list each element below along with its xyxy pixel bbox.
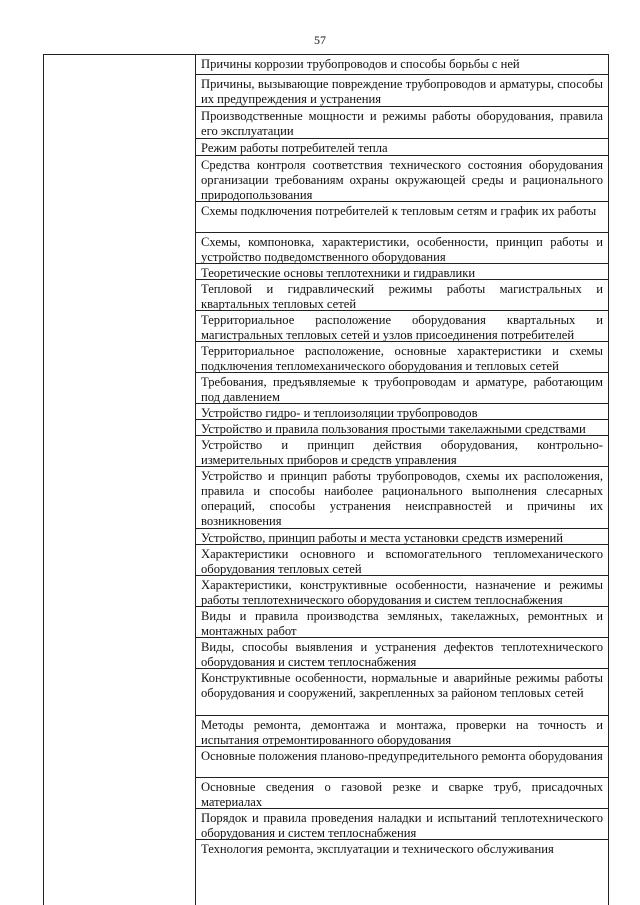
table-row: Конструктивные особенности, нормальные и аварийные режимы работы оборудования и сооружений, закрепленных за районом тепловых сетей [196, 669, 608, 716]
table-row: Устройство и принцип действия оборудования, контрольно-измерительных приборов и средств управления [196, 436, 608, 467]
table-row: Технология ремонта, эксплуатации и технического обслуживания [201, 842, 554, 856]
table-row: Требования, предъявляемые к трубопроводам и арматуре, работающим под давлением [196, 373, 608, 404]
table-row: Устройство гидро- и теплоизоляции трубопроводов [196, 404, 608, 420]
table-row: Виды и правила производства земляных, такелажных, ремонтных и монтажных работ [196, 607, 608, 638]
table-row: Порядок и правила проведения наладки и испытаний теплотехнического оборудования и систем теплоснабжения [196, 809, 608, 840]
table-row: Производственные мощности и режимы работы оборудования, правила его эксплуатации [196, 107, 608, 139]
table-row: Характеристики, конструктивные особенности, назначение и режимы работы теплотехнического оборудования и систем теплоснабжения [196, 576, 608, 607]
table-row: Методы ремонта, демонтажа и монтажа, проверки на точность и испытания отремонтированного оборудования [196, 716, 608, 747]
table-row: Виды, способы выявления и устранения дефектов теплотехнического оборудования и систем теплоснабжения [196, 638, 608, 669]
table-row: Средства контроля соответствия технического состояния оборудования организации требованиям охраны окружающей среды и рационального природопользования [196, 156, 608, 202]
page-number: 57 [314, 33, 326, 47]
table-row: Характеристики основного и вспомогательного тепломеханического оборудования тепловых сетей [196, 545, 608, 576]
table-row: Устройство, принцип работы и места установки средств измерений [196, 529, 608, 545]
table-row: Тепловой и гидравлический режимы работы магистральных и квартальных тепловых сетей [196, 280, 608, 311]
knowledge-table [43, 54, 609, 905]
table-row: Теоретические основы теплотехники и гидравлики [196, 264, 608, 280]
table-row: Причины коррозии трубопроводов и способы борьбы с ней [196, 55, 608, 75]
table-row: Устройство и правила пользования простыми такелажными средствами [196, 420, 608, 436]
table-row: Территориальное расположение оборудования квартальных и магистральных тепловых сетей и узлов присоединения потребителей [196, 311, 608, 342]
table-row: Устройство и принцип работы трубопроводов, схемы их расположения, правила и способы наиболее рационального выполнения слесарных операций, способы устранения неисправностей и причины их возникновения [196, 467, 608, 529]
table-row: Схемы, компоновка, характеристики, особенности, принцип работы и устройство подведомственного оборудования [196, 233, 608, 264]
table-row: Основные положения планово-предупредительного ремонта оборудования [196, 747, 608, 778]
table-row: Причины, вызывающие повреждение трубопроводов и арматуры, способы их предупреждения и устранения [196, 75, 608, 107]
table-right-column [196, 55, 608, 905]
table-row: Схемы подключения потребителей к тепловым сетям и график их работы [196, 202, 608, 233]
table-row: Режим работы потребителей тепла [196, 139, 608, 156]
table-row: Территориальное расположение, основные характеристики и схемы подключения тепломеханического оборудования и тепловых сетей [196, 342, 608, 373]
table-left-column [44, 55, 196, 905]
table-row: Основные сведения о газовой резке и сварке труб, присадочных материалах [196, 778, 608, 809]
